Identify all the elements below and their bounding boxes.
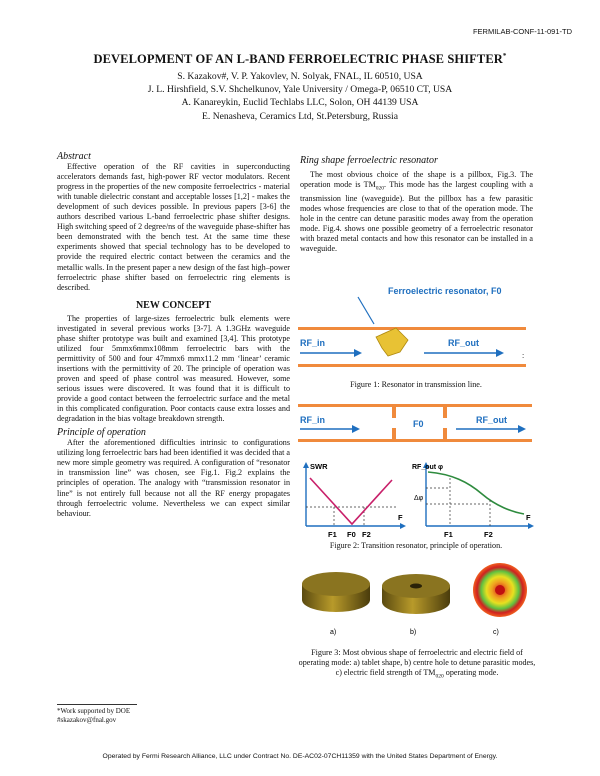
ring-heading: Ring shape ferroelectric resonator [300, 155, 438, 166]
new-concept-text: The properties of large-sizes ferroelectric bulk elements were investigated in several previous works [3-7]. A 1.3GHz waveguide phase shifter prototype was built and examined [3,4]. This prototype utilized four 5mmx6mmx108mm ferroelectric bars with the permittivity of 500 and four 47mmx6 mmx11.2 mm ‘linear’ ceramic insertions with the permittivity of 20. The principle of operation was proven and speed of phase control was measured. However, some serious issues were discovered. It was found that it is difficult to provide a good contact between the ferroelectric surface and the metal in this complicated configuration. Poor contacts cause extra losses and degradation in the bias voltage breakdown strength. [57, 313, 290, 424]
author-line: E. Nenasheva, Ceramics Ltd, St.Petersburg, Russia [202, 110, 398, 122]
figure-2-line [296, 402, 536, 444]
figure-3 [296, 560, 536, 642]
fig1-arrowhead-in [354, 349, 362, 357]
phase-delta-label: Δφ [414, 495, 424, 502]
phase-x-arrowhead [528, 523, 534, 529]
fig2-wall-bottom-mid [396, 439, 443, 442]
fig2-f0-label: F0 [413, 419, 424, 429]
fig1-arrowhead-out [496, 349, 504, 357]
fig3-tablet [302, 572, 370, 612]
fig2-wall-top-left [298, 404, 392, 407]
fig3-label-a: a) [330, 629, 337, 636]
fig3-label-b: b) [410, 629, 417, 636]
author-line: J. L. Hirshfield, S.V. Shchelkunov, Yale University / Omega-P, 06510 CT, USA [147, 84, 453, 96]
swr-y-arrowhead [303, 462, 309, 468]
phase-y-label: RF_out φ [412, 464, 444, 471]
paper-title: DEVELOPMENT OF AN L-BAND FERROELECTRIC PHASE SHIFTER* [93, 52, 507, 67]
swr-tick-f1: F1 [328, 530, 337, 539]
fig2-wall-top-right [447, 404, 532, 407]
principle-heading: Principle of operation [57, 427, 146, 439]
footnote-email: #skazakov@fnal.gov [57, 715, 117, 724]
figure-2-swr-plot [296, 460, 408, 540]
figure-3-caption: Figure 3: Most obvious shape of ferroelectric and electric field of operating mode: a) tablet shape, b) centre hole to detune parasitic modes, c) electric field strength of $TM_{020}$ operating mode. [298, 648, 536, 680]
fig1-waveguide-top [298, 327, 526, 330]
new-concept-heading: NEW CONCEPT [135, 299, 212, 311]
fig2-wall-bottom-right [447, 439, 532, 442]
abstract-heading: Abstract [57, 151, 91, 162]
phase-tick-f2: F2 [484, 530, 493, 539]
abstract-text: Effective operation of the RF cavities in superconducting accelerators demands fast, high-power RF vector modulators. Recent progress in the properties of the new composite ferroelectrics - material with tunable dielectric constant and acceptable losses [1,2] - makes the development of such devices possible. In previous papers [3-6] the authors described various L-band ferroelectric phase shifter designs. High switching speed of 2 degree/ns of the waveguide phase-shifter has been demonstrated with the bench test. At the same time these experiments showed that special technology has to be developed to provide the required electric contact between the ceramics and the metallic walls. In the present paper a new design of the fast high–power ferroelectric phase shifter based on ferroelectric ring elements is described. [57, 162, 290, 292]
fig2-iris-left-bottom [392, 428, 396, 442]
fig1-rf-in-label: RF_in [300, 338, 326, 348]
fig1-rf-out-label: RF_out [448, 338, 479, 348]
left-column [57, 152, 290, 519]
fig2-rf-in-label: RF_in [300, 415, 326, 425]
footnote-rule [57, 704, 137, 705]
figure-1 [296, 280, 536, 375]
author-line: A. Kanareykin, Euclid Techlabs LLC, Solon, OH 44139 USA [181, 97, 419, 109]
fig1-pointer [358, 297, 374, 324]
fig1-colon: : [522, 351, 525, 360]
footnotes [57, 707, 130, 724]
figure-2-phase-plot [412, 460, 536, 540]
phase-curve [428, 472, 524, 514]
swr-x-label: F [398, 513, 403, 522]
fig2-wall-bottom-left [298, 439, 392, 442]
swr-y-label: SWR [310, 462, 328, 471]
fig1-resonator [376, 328, 408, 356]
fig2-iris-right-bottom [443, 428, 447, 442]
author-line: S. Kazakov#, V. P. Yakovlev, N. Solyak, FNAL, IL 60510, USA [177, 71, 423, 82]
fig2-arrowhead-in [352, 425, 360, 433]
figure-1-caption: Figure 1: Resonator in transmission line. [350, 380, 482, 389]
swr-tick-f2: F2 [362, 530, 371, 539]
fig1-title: Ferroelectric resonator, F0 [388, 286, 502, 296]
fig3-label-c: c) [493, 629, 499, 636]
fig3-field-map [473, 563, 527, 617]
ring-text: The most obvious choice of the shape is a pillbox, Fig.3. The operation mode is $TM_{020}$. This mode has the largest coupling with a transmission line (waveguide). But the pillbox has a few parasitic modes whose frequencies are close to that of the operation mode. The hole in the centre can detune parasitic modes away from the operation mode. Fig.4. shows one possible geometry of a ferroelectric resonator with brazed metal contacts and how this resonator can be installed in a waveguide. [300, 170, 533, 253]
fig2-wall-top-mid [396, 404, 443, 407]
page-footer: Operated by Fermi Research Alliance, LLC under Contract No. DE-AC02-07CH11359 with the United States Department of Energy. [102, 753, 498, 760]
fig2-iris-right-top [443, 404, 447, 418]
phase-tick-f1: F1 [444, 530, 453, 539]
swr-x-arrowhead [400, 523, 406, 529]
fig1-waveguide-bottom [298, 364, 526, 367]
fig2-arrowhead-out [518, 425, 526, 433]
right-column-text [300, 156, 533, 254]
report-id: FERMILAB-CONF-11-091-TD [472, 27, 572, 36]
swr-tick-f0: F0 [347, 530, 356, 539]
fig2-rf-out-label: RF_out [476, 415, 507, 425]
phase-x-label: F [526, 513, 531, 522]
principle-text: After the aforementioned difficulties intrinsic to configurations utilizing long ferroelectric bars had been identified it was decided that a new more simple geometry was required. A configuration of “resonator in transmission line” was chosen, see Fig.1. Fig.2 explains the principles of operation. The analogy with “transmission resonator in line” is not entirely full because not all the RF energy propagates through ferroelectric volume. Nevertheless we can expect similar behaviour. [57, 438, 290, 518]
footnote-funding: *Work supported by DOE [57, 707, 131, 715]
fig3-tablet-with-hole [382, 574, 450, 614]
figure-2-caption: Figure 2: Transition resonator, principle of operation. [329, 541, 503, 550]
author-list [0, 70, 600, 123]
fig2-iris-left-top [392, 404, 396, 418]
swr-curve [310, 478, 392, 524]
